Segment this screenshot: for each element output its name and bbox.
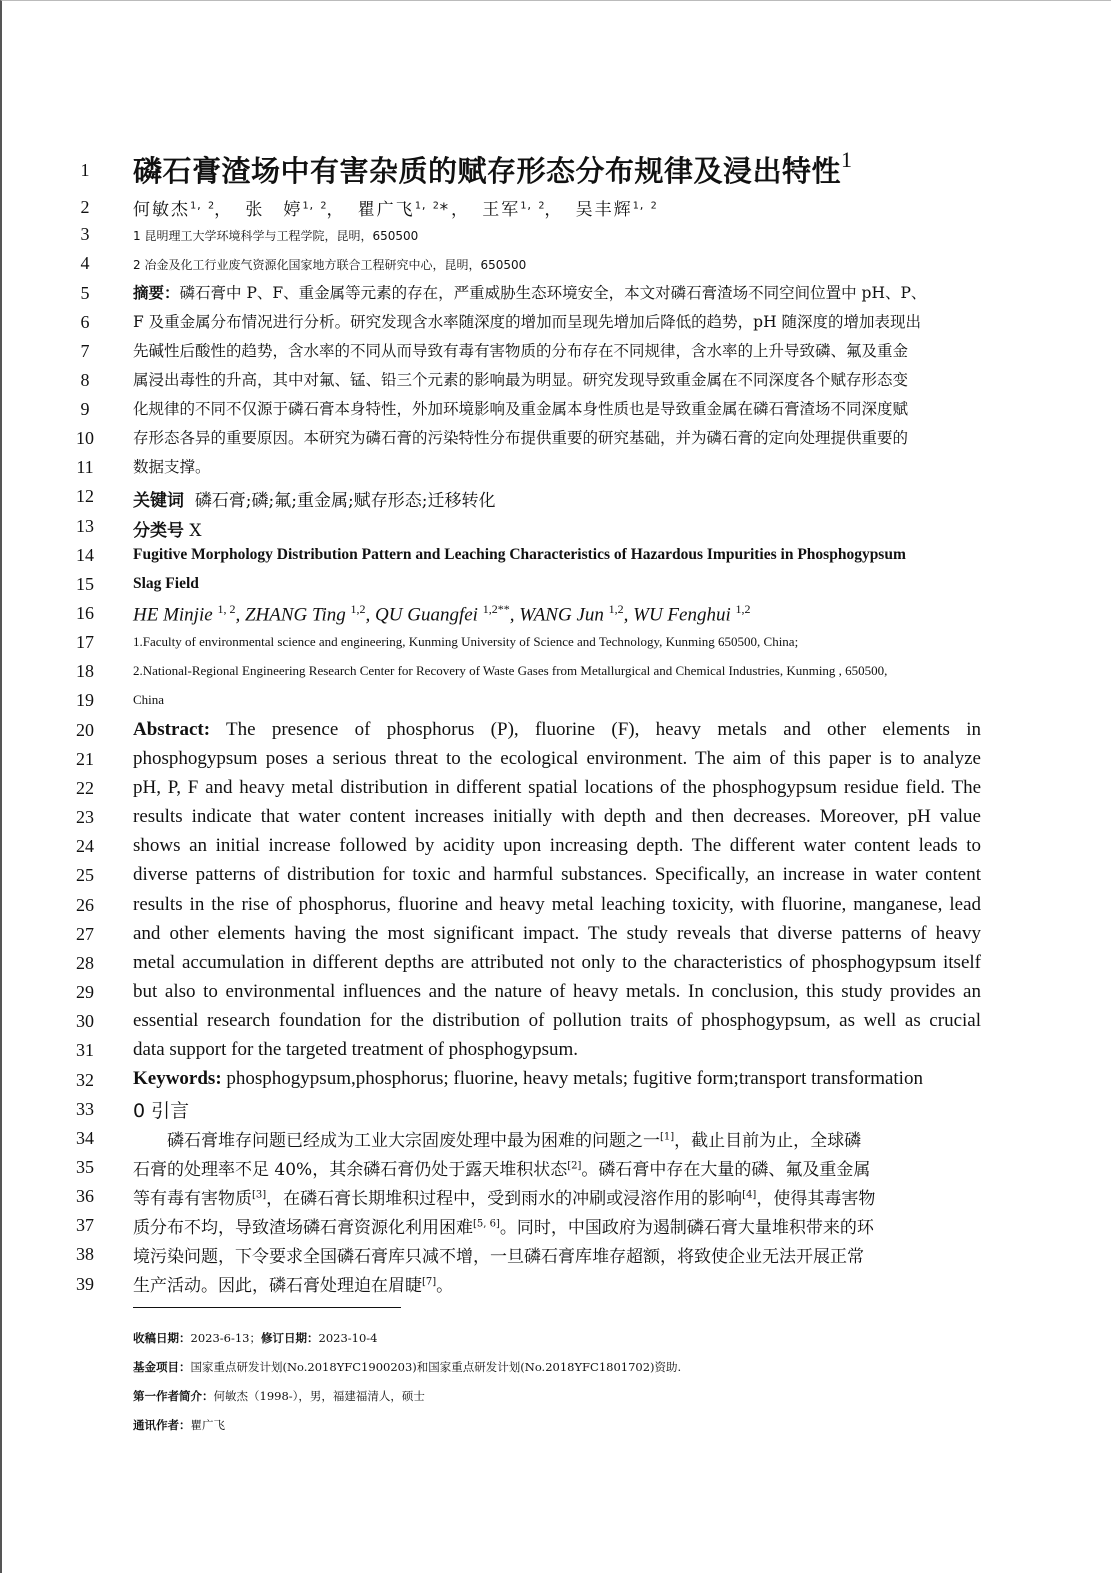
author-affil-sup: 1, 2 (520, 200, 545, 212)
line-number: 39 (76, 1274, 94, 1294)
author-name: 瞿广飞 (357, 200, 415, 220)
affiliation-en-line: 1.Faculty of environmental science and engineering, Kunming University of Science and Technology, Kunming 650500, China; (133, 634, 799, 649)
line-number: 28 (76, 953, 94, 973)
paper-title-cn (133, 147, 981, 190)
section-heading-intro: 0 引言 (133, 1100, 190, 1122)
abstract-cn-line: 先碱性后酸性的趋势，含水率的不同从而导致有毒有害物质的分布存在不同规律，含水率的上升导致磷、氟及重金 (133, 342, 909, 360)
line-number: 4 (80, 253, 90, 273)
author-affil-sup: 1, 2 (414, 200, 439, 212)
citation[interactable]: [2] (567, 1160, 582, 1172)
line-number: 6 (80, 312, 90, 332)
affiliation-cn-2: 2 冶金及化工行业废气资源化国家地方联合工程研究中心，昆明，650500 (133, 258, 527, 272)
line-number: 24 (76, 836, 94, 856)
intro-text: 磷石膏堆存问题已经成为工业大宗固废处理中最为困难的问题之一 (133, 1131, 660, 1151)
line-number: 12 (76, 486, 94, 506)
line-number: 38 (76, 1244, 94, 1264)
abstract-en-line (133, 719, 981, 741)
citation[interactable]: [5, 6] (473, 1218, 500, 1230)
author-affil-sup: 1,2** (482, 602, 510, 616)
intro-text: 。磷石膏中存在大量的磷、氟及重金属 (581, 1160, 871, 1180)
line-number: 2 (80, 197, 90, 217)
line-number: 23 (76, 807, 94, 827)
author-name: 吴丰辉 (575, 200, 633, 220)
line-number: 3 (80, 224, 90, 244)
abstract-en-line: and other elements having the most significant impact. The study reveals that diverse patterns of heavy (133, 923, 981, 944)
footnote-text: 瞿广飞 (190, 1418, 225, 1432)
intro-line (133, 1126, 981, 1151)
abstract-en-line: but also to environmental influences and the nature of heavy metals. In conclusion, this study provides an (133, 981, 981, 1002)
line-number: 10 (76, 428, 94, 448)
intro-line (133, 1184, 981, 1209)
footnote-label: 收稿日期： (133, 1331, 191, 1345)
line-number: 19 (76, 690, 94, 710)
line-number: 22 (76, 778, 94, 798)
line-number: 26 (76, 895, 94, 915)
author-name-en: ZHANG Ting (244, 604, 346, 626)
author-name-en: WANG Jun (519, 604, 604, 626)
affiliation-en-line: China (133, 692, 165, 707)
intro-text: 等有毒有害物质 (133, 1189, 252, 1209)
line-number: 34 (76, 1128, 94, 1148)
abstract-en-line: metal accumulation in different depths are attributed not only to the characteristics of phosphogypsum itself (133, 952, 981, 973)
line-number: 14 (76, 545, 94, 565)
citation[interactable]: [7] (422, 1276, 437, 1288)
footnote-received (133, 1330, 378, 1346)
paper-title-en-line: Slag Field (133, 575, 199, 592)
line-number: 35 (76, 1157, 94, 1177)
intro-text: ，截止目前为止，全球磷 (674, 1131, 862, 1151)
line-number: 9 (80, 399, 90, 419)
footnote-label: 通讯作者： (133, 1418, 191, 1432)
abstract-cn-text: 磷石膏中 P、F、重金属等元素的存在，严重威胁生态环境安全，本文对磷石膏渣场不同空间位置中 pH、P、 (179, 284, 927, 302)
footnote-label: 基金项目： (133, 1360, 191, 1374)
intro-text: 生产活动。因此，磷石膏处理迫在眉睫 (133, 1276, 422, 1296)
abstract-en-line: results indicate that water content increases initially with depth and then decreases. Moreover, pH value (133, 806, 981, 827)
line-number: 32 (76, 1070, 94, 1090)
footnote-label: 第一作者简介： (133, 1389, 214, 1403)
author-name: 王军 (482, 200, 521, 220)
citation[interactable]: [1] (660, 1131, 675, 1143)
abstract-en-label: Abstract: (133, 719, 211, 740)
line-number: 7 (80, 341, 90, 361)
abstract-en-line: diverse patterns of distribution for toxic and harmful substances. Specifically, an increase in water content (133, 864, 981, 885)
intro-text: 境污染问题，下令要求全国磷石膏库只减不增，一旦磷石膏库堆存超额，将致使企业无法开展正常 (133, 1247, 864, 1267)
line-number: 37 (76, 1215, 94, 1235)
line-number: 8 (80, 370, 90, 390)
abstract-en-line: essential research foundation for the distribution of pollution traits of phosphogypsum, as well as crucial (133, 1010, 981, 1031)
line-number: 21 (76, 749, 94, 769)
abstract-cn-line: 属浸出毒性的升高，其中对氟、锰、铅三个元素的影响最为明显。研究发现导致重金属在不同深度各个赋存形态变 (133, 371, 909, 389)
authors-cn: 何敏杰$^{1, 2}$， 张 婷$^{1, 2}$， 瞿广飞$^{1, 2}$*， 王军$^{1, 2}$， 吴丰辉$^{1, 2}$ (133, 200, 657, 220)
abstract-en-line: pH, P, F and heavy metal distribution in different spatial locations of the phosphogypsum residue field. The (133, 777, 981, 798)
author-name-en: WU Fenghui (633, 604, 731, 626)
abstract-en-line: results in the rise of phosphorus, fluorine and heavy metal leaching toxicity, with fluorine, manganese, lead (133, 894, 981, 915)
intro-line (133, 1213, 981, 1238)
line-number: 31 (76, 1040, 94, 1060)
abstract-cn-line: 数据支撑。 (133, 458, 211, 476)
abstract-en-line: data support for the targeted treatment of phosphogypsum. (133, 1039, 578, 1060)
footnote-corresponding (133, 1417, 225, 1433)
author-affil-sup: 1, 2 (632, 200, 657, 212)
paper-title-en-line: Fugitive Morphology Distribution Pattern and Leaching Characteristics of Hazardous Impurities in Phosphogypsum (133, 546, 906, 563)
line-number: 5 (80, 283, 90, 303)
author-name: 张 婷 (245, 200, 303, 220)
line-number: 1 (80, 160, 90, 180)
affiliation-cn-1: 1 昆明理工大学环境科学与工程学院，昆明，650500 (133, 229, 419, 243)
author-name-en: QU Guangfei (375, 604, 478, 626)
abstract-en-text: The presence of phosphorus (P), fluorine (F), heavy metals and other elements in (226, 719, 981, 740)
line-number: 18 (76, 661, 94, 681)
intro-text: 。 (436, 1276, 454, 1296)
line-number: 17 (76, 632, 94, 652)
keywords-en (133, 1068, 981, 1090)
footnote-label: 修订日期： (261, 1331, 319, 1345)
footnote-funding (133, 1359, 681, 1375)
footnote-first-author (133, 1388, 425, 1404)
author-name-en: HE Minjie (133, 604, 213, 626)
keywords-cn-text: 磷石膏;磷;氟;重金属;赋存形态;迁移转化 (194, 491, 496, 511)
abstract-cn-line: F 及重金属分布情况进行分析。研究发现含水率随深度的增加而呈现先增加后降低的趋势，pH 随深度的增加表现出 (133, 313, 922, 331)
line-number: 36 (76, 1186, 94, 1206)
intro-line (133, 1271, 981, 1296)
keywords-cn (133, 486, 981, 511)
author-affil-sup: 1,2 (735, 602, 751, 616)
intro-text: 。同时，中国政府为遏制磷石膏大量堆积带来的环 (499, 1218, 874, 1238)
title-footnote-mark: 1 (841, 147, 853, 172)
author-affil-sup: 1,2 (350, 602, 366, 616)
keywords-cn-label: 关键词 (133, 491, 184, 511)
author-name: 何敏杰 (133, 200, 190, 220)
line-number: 30 (76, 1011, 94, 1031)
affiliation-en-line: 2.National-Regional Engineering Research Center for Recovery of Waste Gases from Metallurgical and Chemical Industries, Kunming , 650500, (133, 663, 888, 678)
keywords-en-label: Keywords: (133, 1068, 222, 1089)
class-value: X (189, 521, 202, 541)
corresponding-mark: * (438, 200, 452, 220)
footnote-divider (133, 1307, 401, 1308)
intro-text: 质分布不均，导致渣场磷石膏资源化利用困难 (133, 1218, 473, 1238)
authors-en: HE Minjie $^{1, 2}$, ZHANG Ting $^{1,2}$, QU Guangfei $^{1,2**}$, WANG Jun $^{1,2}$, WU Fenghui $^{1,2}$ (133, 602, 751, 626)
author-affil-sup: 1, 2 (217, 602, 236, 616)
footnote-text: 2023-10-4 (318, 1331, 378, 1345)
line-number: 15 (76, 574, 94, 594)
line-number: 33 (76, 1099, 94, 1119)
intro-line (133, 1155, 981, 1180)
line-number: 16 (76, 603, 94, 623)
keywords-en-text: phosphogypsum,phosphorus; fluorine, heavy metals; fugitive form;transport transformation (226, 1068, 923, 1089)
class-label: 分类号 (133, 521, 184, 541)
author-affil-sup: 1,2 (608, 602, 624, 616)
intro-text: ，在磷石膏长期堆积过程中，受到雨水的冲刷或浸溶作用的影响 (266, 1189, 743, 1209)
abstract-en-line: shows an initial increase followed by acidity upon increasing depth. The different water content leads to (133, 835, 981, 856)
footnote-text: 2023-6-13； (190, 1331, 261, 1345)
line-number: 27 (76, 924, 94, 944)
line-number: 29 (76, 982, 94, 1002)
line-number: 11 (76, 457, 94, 477)
line-number: 25 (76, 865, 94, 885)
footnote-text: 何敏杰（1998-），男，福建福清人，硕士 (213, 1389, 425, 1403)
intro-line (133, 1242, 981, 1267)
abstract-en-line: phosphogypsum poses a serious threat to the ecological environment. The aim of this paper is to analyze (133, 748, 981, 769)
line-number: 20 (76, 720, 94, 740)
abstract-cn-label: 摘要： (133, 284, 180, 302)
author-affil-sup: 1, 2 (190, 200, 215, 212)
intro-text: 石膏的处理率不足 40%，其余磷石膏仍处于露天堆积状态 (133, 1160, 568, 1180)
abstract-cn-line: 化规律的不同不仅源于磷石膏本身特性，外加环境影响及重金属本身性质也是导致重金属在磷石膏渣场不同深度赋 (133, 400, 909, 418)
citation[interactable]: [4] (742, 1189, 757, 1201)
abstract-cn-line: 存形态各异的重要原因。本研究为磷石膏的污染特性分布提供重要的研究基础，并为磷石膏的定向处理提供重要的 (133, 429, 909, 447)
intro-text: ，使得其毒害物 (756, 1189, 876, 1209)
classification (133, 516, 981, 541)
line-number: 13 (76, 516, 94, 536)
abstract-cn-line (133, 284, 981, 302)
footnote-text: 国家重点研发计划(No.2018YFC1900203)和国家重点研发计划(No.2018YFC1801702)资助. (190, 1360, 682, 1374)
title-text: 磷石膏渣场中有害杂质的赋存形态分布规律及浸出特性 (133, 154, 842, 188)
author-affil-sup: 1, 2 (302, 200, 327, 212)
citation[interactable]: [3] (252, 1189, 267, 1201)
